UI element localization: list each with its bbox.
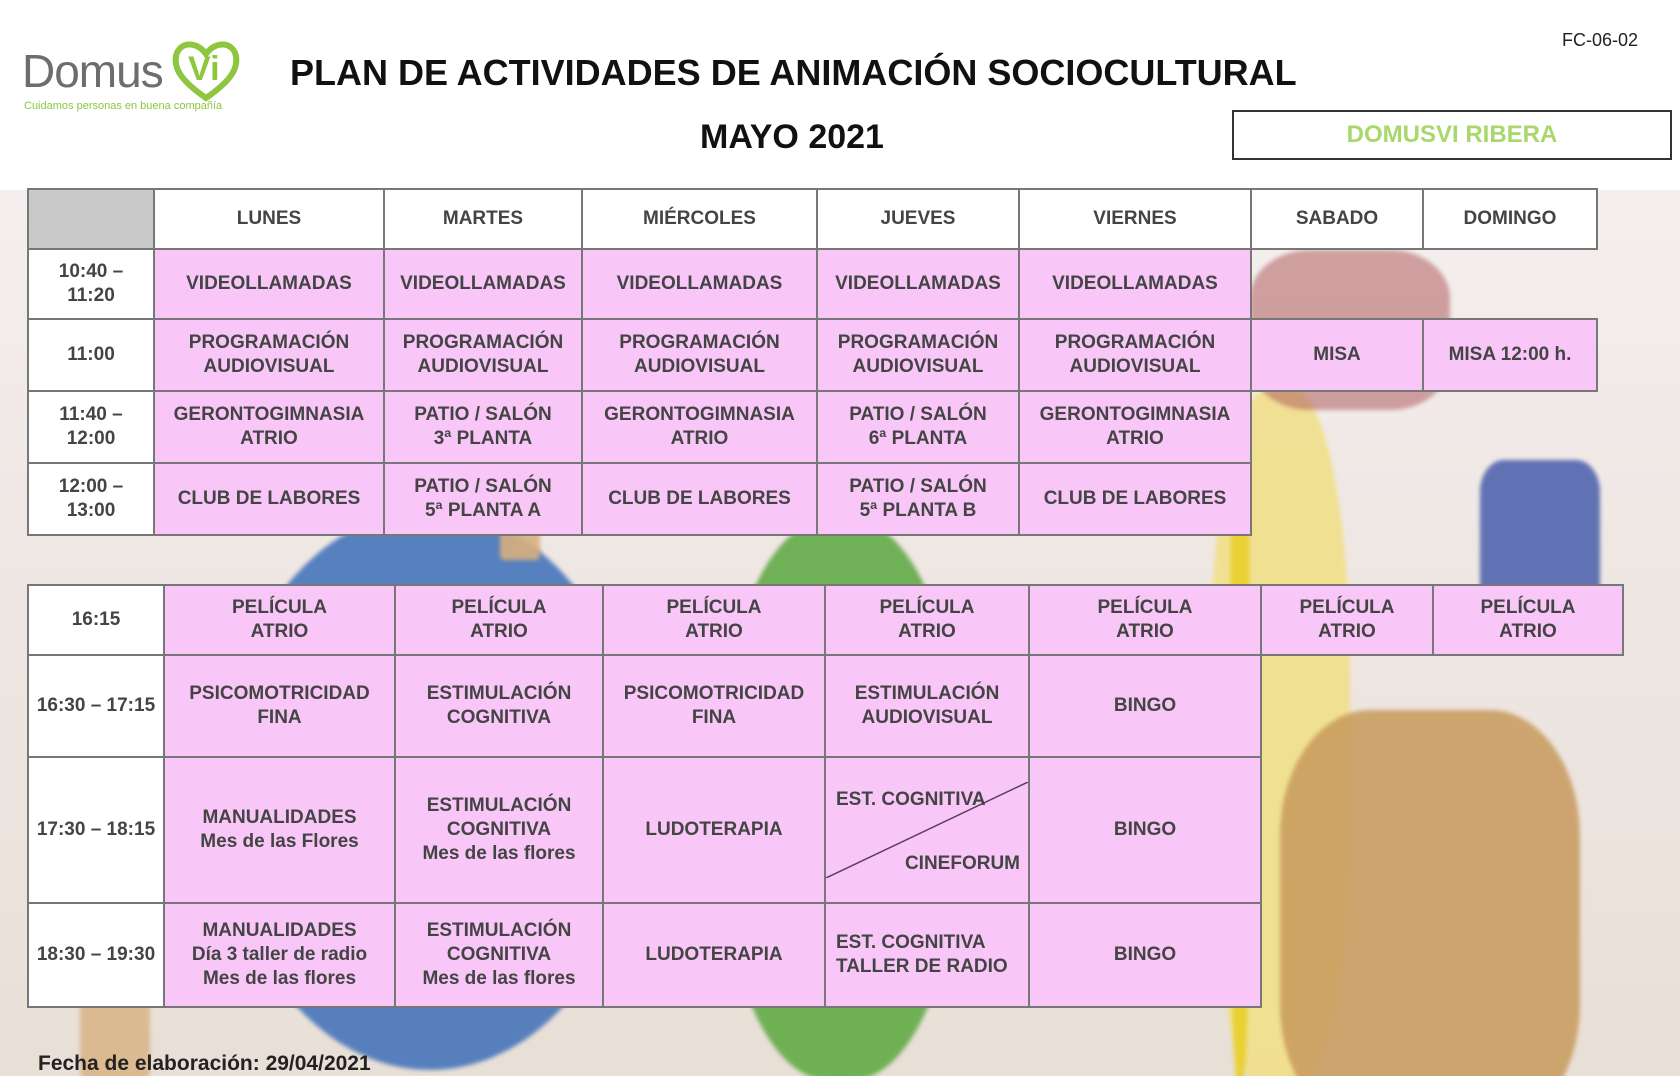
table-row: [28, 249, 1597, 319]
day-header: DOMINGO: [1423, 189, 1597, 249]
activity-cell: GERONTOGIMNASIA ATRIO: [1019, 391, 1251, 463]
activity-cell: BINGO: [1029, 655, 1261, 757]
time-slot: 11:00: [28, 319, 154, 391]
activity-cell: PATIO / SALÓN 6ª PLANTA: [817, 391, 1019, 463]
table-row: [28, 655, 1623, 757]
table-row: [28, 319, 1597, 391]
activity-cell: MISA: [1251, 319, 1423, 391]
activity-cell: PROGRAMACIÓN AUDIOVISUAL: [817, 319, 1019, 391]
activity-cell: PATIO / SALÓN 5ª PLANTA A: [384, 463, 582, 535]
empty-cell: [1433, 903, 1623, 1007]
document-code: FC-06-02: [1561, 30, 1638, 50]
activity-cell: PATIO / SALÓN 3ª PLANTA: [384, 391, 582, 463]
activity-cell: PROGRAMACIÓN AUDIOVISUAL: [154, 319, 384, 391]
activity-cell: ESTIMULACIÓN COGNITIVA Mes de las flores: [395, 757, 603, 903]
logo-tagline: Cuidamos personas en buena compañía: [24, 100, 223, 112]
afternoon-schedule-table: [27, 584, 1624, 1008]
activity-cell: VIDEOLLAMADAS: [154, 249, 384, 319]
table-row: [28, 463, 1597, 535]
day-header: SABADO: [1251, 189, 1423, 249]
activity-cell: GERONTOGIMNASIA ATRIO: [582, 391, 817, 463]
table-row: [28, 757, 1623, 903]
time-slot: 12:00 – 13:00: [28, 463, 154, 535]
empty-cell: [1251, 463, 1423, 535]
activity-cell: PELÍCULA ATRIO: [395, 585, 603, 655]
empty-cell: [1423, 463, 1597, 535]
split-bottom-label: CINEFORUM: [904, 853, 1020, 874]
activity-cell: VIDEOLLAMADAS: [1019, 249, 1251, 319]
activity-cell: ESTIMULACIÓN AUDIOVISUAL: [825, 655, 1029, 757]
activity-cell: MANUALIDADES Mes de las Flores: [164, 757, 395, 903]
activity-cell: ESTIMULACIÓN COGNITIVA Mes de las flores: [395, 903, 603, 1007]
day-header: VIERNES: [1019, 189, 1251, 249]
header-corner: [28, 189, 154, 249]
activity-cell: CLUB DE LABORES: [154, 463, 384, 535]
time-slot: 18:30 – 19:30: [28, 903, 164, 1007]
table-row: [28, 903, 1623, 1007]
activity-cell: PELÍCULA ATRIO: [1261, 585, 1433, 655]
activity-cell: LUDOTERAPIA: [603, 757, 825, 903]
empty-cell: [1433, 757, 1623, 903]
activity-cell: VIDEOLLAMADAS: [582, 249, 817, 319]
time-slot: 16:30 – 17:15: [28, 655, 164, 757]
activity-cell: VIDEOLLAMADAS: [817, 249, 1019, 319]
activity-cell: PELÍCULA ATRIO: [1433, 585, 1623, 655]
empty-cell: [1251, 249, 1423, 319]
time-slot: 11:40 – 12:00: [28, 391, 154, 463]
time-slot: 17:30 – 18:15: [28, 757, 164, 903]
table-row: [28, 585, 1623, 655]
split-activity-cell: [825, 757, 1029, 903]
header: [0, 0, 1680, 190]
page-subtitle: MAYO 2021: [700, 118, 884, 156]
activity-cell: LUDOTERAPIA: [603, 903, 825, 1007]
activity-cell: GERONTOGIMNASIA ATRIO: [154, 391, 384, 463]
morning-schedule-table: [27, 188, 1598, 536]
activity-cell: PELÍCULA ATRIO: [603, 585, 825, 655]
activity-cell: PROGRAMACIÓN AUDIOVISUAL: [384, 319, 582, 391]
activity-cell: PROGRAMACIÓN AUDIOVISUAL: [1019, 319, 1251, 391]
empty-cell: [1261, 655, 1433, 757]
empty-cell: [1433, 655, 1623, 757]
day-header: LUNES: [154, 189, 384, 249]
logo-mark: Vi: [188, 50, 220, 88]
empty-cell: [1261, 903, 1433, 1007]
empty-cell: [1261, 757, 1433, 903]
activity-cell: PROGRAMACIÓN AUDIOVISUAL: [582, 319, 817, 391]
activity-cell: ESTIMULACIÓN COGNITIVA: [395, 655, 603, 757]
page-title: PLAN DE ACTIVIDADES DE ANIMACIÓN SOCIOCULTURAL: [290, 52, 1297, 93]
activity-cell: CLUB DE LABORES: [1019, 463, 1251, 535]
activity-cell: PELÍCULA ATRIO: [164, 585, 395, 655]
activity-cell: VIDEOLLAMADAS: [384, 249, 582, 319]
table-row: [28, 391, 1597, 463]
empty-cell: [1423, 391, 1597, 463]
time-slot: 10:40 – 11:20: [28, 249, 154, 319]
day-header: JUEVES: [817, 189, 1019, 249]
logo-text: Domus: [22, 45, 163, 97]
empty-cell: [1423, 249, 1597, 319]
day-header-row: [28, 189, 1597, 249]
activity-cell: CLUB DE LABORES: [582, 463, 817, 535]
activity-cell: BINGO: [1029, 903, 1261, 1007]
activity-cell: PSICOMOTRICIDAD FINA: [603, 655, 825, 757]
activity-cell: EST. COGNITIVA TALLER DE RADIO: [825, 903, 1029, 1007]
center-name-box: DOMUSVI RIBERA: [1232, 110, 1672, 160]
time-slot: 16:15: [28, 585, 164, 655]
activity-cell: PELÍCULA ATRIO: [1029, 585, 1261, 655]
day-header: MIÉRCOLES: [582, 189, 817, 249]
empty-cell: [1251, 391, 1423, 463]
activity-cell: PATIO / SALÓN 5ª PLANTA B: [817, 463, 1019, 535]
activity-cell: MANUALIDADES Día 3 taller de radio Mes de las flores: [164, 903, 395, 1007]
activity-cell: MISA 12:00 h.: [1423, 319, 1597, 391]
split-cell-content: [826, 782, 1028, 878]
split-top-label: EST. COGNITIVA: [836, 789, 986, 810]
activity-cell: PSICOMOTRICIDAD FINA: [164, 655, 395, 757]
activity-cell: PELÍCULA ATRIO: [825, 585, 1029, 655]
elaboration-date: Fecha de elaboración: 29/04/2021: [38, 1052, 371, 1075]
day-header: MARTES: [384, 189, 582, 249]
activity-cell: BINGO: [1029, 757, 1261, 903]
domusvi-logo: [22, 38, 262, 118]
